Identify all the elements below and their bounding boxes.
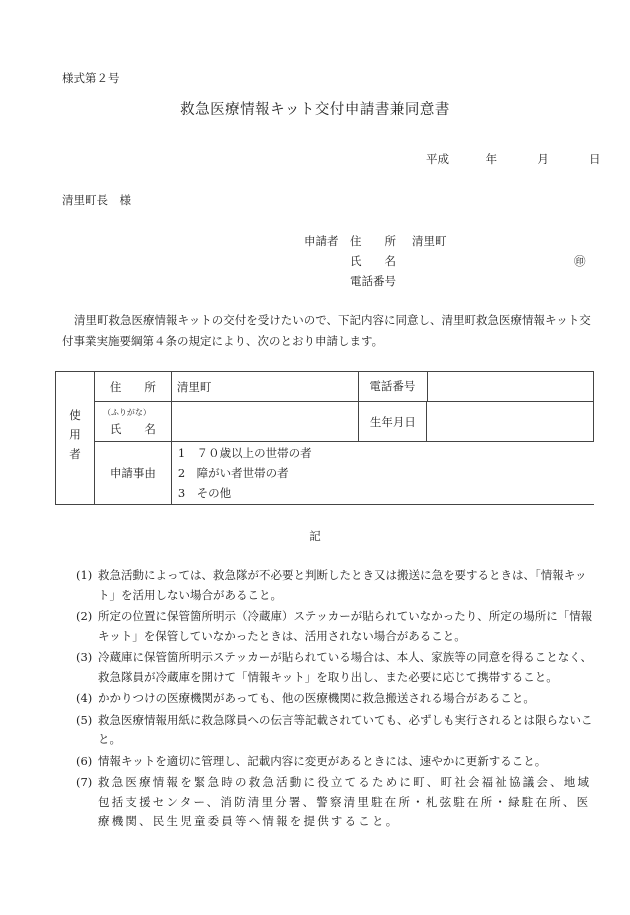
note-text: 救急医療情報を緊急時の救急活動に役立てるために町、町社会福祉協議会、地域包括支援センター、消防清里分署、警察清里駐在所・札弦駐在所・緑駐在所、医療機関、民生児童委員等へ情報を提供すること。 [98, 775, 592, 828]
name-label-cell [94, 402, 171, 442]
dob-value-cell [427, 402, 594, 442]
date-day: 日 [588, 152, 601, 166]
reason-item-1: 1 ７０歳以上の世帯の者 [177, 446, 312, 460]
reason-item-2: 2 障がい者世帯の者 [177, 466, 289, 480]
applicant-phone-label: 電話番号 [350, 274, 396, 288]
note-item [76, 752, 596, 772]
address-label-cell: 住 所 [94, 372, 171, 402]
user-label-cell [56, 372, 95, 505]
page-title: 救急医療情報キット交付申請書兼同意書 [180, 102, 450, 118]
name-value-cell [171, 402, 359, 442]
note-item [76, 566, 596, 605]
form-number: 様式第２号 [62, 71, 120, 85]
note-text: 救急医療情報用紙に救急隊員への伝言等記載されていても、必ずしも実行されるとは限らないこと。 [98, 712, 593, 746]
reason-label-cell: 申請事由 [94, 442, 171, 505]
note-item [76, 607, 596, 646]
note-text: 冷蔵庫に保管箇所明示ステッカーが貼られている場合は、本人、家族等の同意を得ることなく、救急隊員が冷蔵庫を開けて「情報キット」を取り出し、また必要に応じて携帯すること。 [98, 650, 593, 684]
name-label: 氏 名 [109, 421, 156, 436]
ki-heading: 記 [309, 529, 321, 543]
note-number: (1) [76, 568, 93, 582]
note-item [76, 711, 596, 750]
addressee: 清里町長 様 [62, 193, 131, 207]
intro-paragraph: 清里町救急医療情報キットの交付を受けたいので、下記内容に同意し、清里町救急医療情報キット交付事業実施要綱第４条の規定により、次のとおり申請します。 [62, 313, 591, 348]
applicant-address-label: 住 所 [350, 234, 396, 248]
phone-cell [359, 372, 594, 402]
note-item [76, 773, 596, 832]
phone-label: 電話番号 [369, 372, 428, 401]
note-number: (2) [76, 609, 93, 623]
applicant-label: 申請者 [304, 234, 339, 248]
note-text: 情報キットを適切に管理し、記載内容に変更があるときには、速やかに更新すること。 [98, 753, 547, 768]
date-month: 月 [537, 152, 549, 166]
note-number: (3) [76, 650, 93, 664]
date-era: 平成 [426, 152, 449, 166]
notes-list [76, 566, 596, 832]
note-text: 救急活動によっては、救急隊が不必要と判断したとき又は搬送に急を要するときは、「情報キット」を活用しない場合があること。 [98, 568, 587, 602]
reason-item-3: 3 その他 [177, 486, 232, 500]
applicant-name-label: 氏 名 [350, 254, 396, 268]
date-year: 年 [485, 152, 498, 166]
note-number: (6) [76, 753, 93, 768]
applicant-address-value: 清里町 [412, 234, 447, 248]
dob-label-cell: 生年月日 [359, 402, 427, 442]
note-item [76, 689, 596, 709]
note-number: (7) [76, 775, 93, 789]
user-info-table [55, 371, 594, 505]
note-number: (4) [76, 691, 93, 705]
date-line [426, 151, 600, 167]
note-number: (5) [76, 712, 93, 727]
user-label: 使用者 [67, 408, 82, 468]
note-item [76, 648, 596, 687]
note-text: かかりつけの医療機関があっても、他の医療機関に救急搬送される場合があること。 [98, 691, 535, 705]
address-value-cell: 清里町 [171, 372, 359, 402]
seal-mark: ㊞ [574, 254, 586, 268]
note-text: 所定の位置に保管箇所明示（冷蔵庫）ステッカーが貼られていなかったり、所定の場所に「情報キット」を保管していなかったときは、活用されない場合があること。 [98, 609, 593, 643]
reason-list-cell [171, 442, 593, 505]
furigana-label: （ふりがな） [102, 407, 151, 417]
